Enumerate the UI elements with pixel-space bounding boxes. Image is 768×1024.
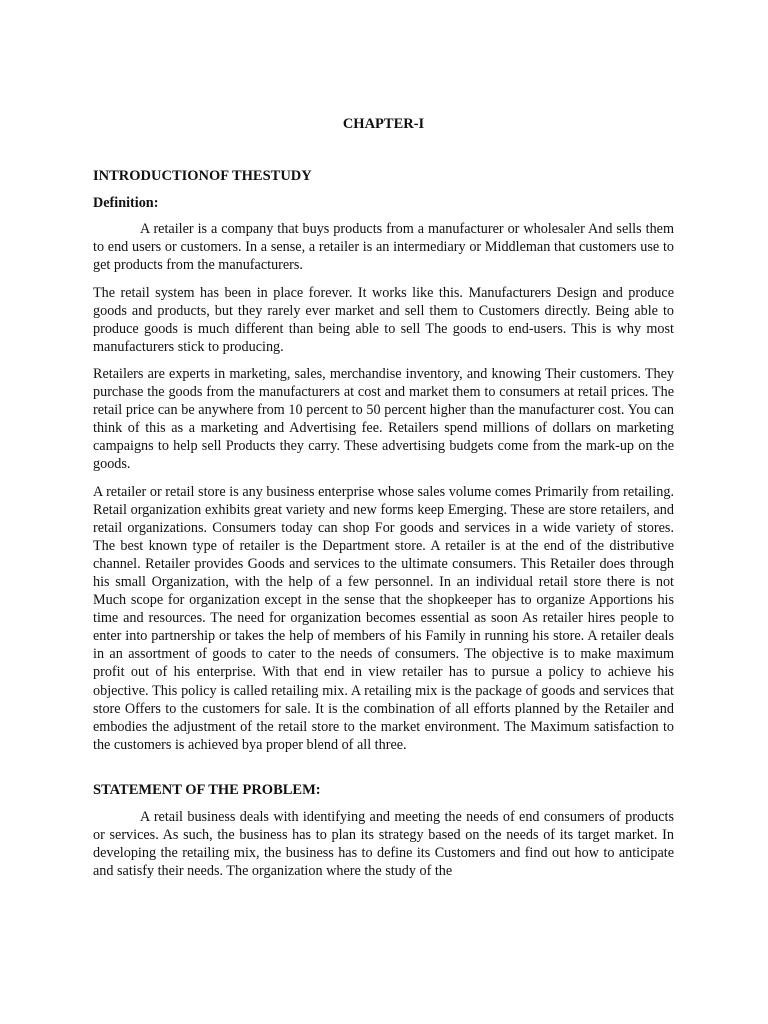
paragraph-retail-store: A retailer or retail store is any business enterprise whose sales volume comes Primarily from retailing. Retail organization exhibits great variety and new forms keep Emerging. These are store retailers, and retail organizations. Consumers today can shop For goods and services in a wide variety of stores. The best known type of retailer is the Department store. A retailer is at the end of the distributive channel. Retailer provides Goods and services to the ultimate consumers. This Retailer does through his small Organization, with the help of a few personnel. In an individual retail store there is not Much scope for organization except in the sense that the shopkeeper has to organize Apportions his time and resources. The need for organization becomes essential as soon As retailer hires people to enter into partnership or takes the help of members of his Family in running his store. A retailer deals in an assortment of goods to cater to the needs of consumers. The objective is to make maximum profit out of his enterprise. With that end in view retailer has to pursue a policy to achieve his objective. This policy is called retailing mix. A retailing mix is the package of goods and services that store Offers to the customers for sale. It is the combination of all efforts planned by the Retailer and embodies the adjustment of the retail store to the market environment. The Maximum satisfaction to the customers is achieved bya proper blend of all three. [93, 483, 674, 753]
document-page [93, 115, 674, 889]
definition-label: Definition: [93, 195, 159, 212]
paragraph-retail-system: The retail system has been in place forever. It works like this. Manufacturers Design and produce goods and products, but they rarely ever market and sell them to Customers directly. Being able to produce goods is much different than being able to sell The goods to end-users. This is why most manufacturers stick to producing. [93, 284, 674, 355]
paragraph-problem: A retail business deals with identifying and meeting the needs of end consumers of products or services. As such, the business has to plan its strategy based on the needs of its target market. In developing the retailing mix, the business has to define its Customers and find out how to anticipate and satisfy their needs. The organization where the study of the [93, 809, 674, 880]
paragraph-retailers-experts: Retailers are experts in marketing, sales, merchandise inventory, and knowing Their customers. They purchase the goods from the manufacturers at cost and market them to consumers at retail prices. The retail price can be anywhere from 10 percent to 50 percent higher than the manufacturer cost. You can think of this as a marketing and Advertising fee. Retailers spend millions of dollars on marketing campaigns to help sell Products they carry. These advertising budgets come from the mark-up on the goods. [93, 365, 674, 473]
intro-heading: INTRODUCTIONOF THESTUDY [93, 168, 312, 185]
paragraph-definition: A retailer is a company that buys products from a manufacturer or wholesaler And sells them to end users or customers. In a sense, a retailer is an intermediary or Middleman that customers use to get products from the manufacturers. [93, 221, 674, 274]
section-spacer [93, 763, 674, 781]
problem-heading: STATEMENT OF THE PROBLEM: [93, 781, 321, 798]
chapter-title: CHAPTER-I [342, 116, 425, 132]
